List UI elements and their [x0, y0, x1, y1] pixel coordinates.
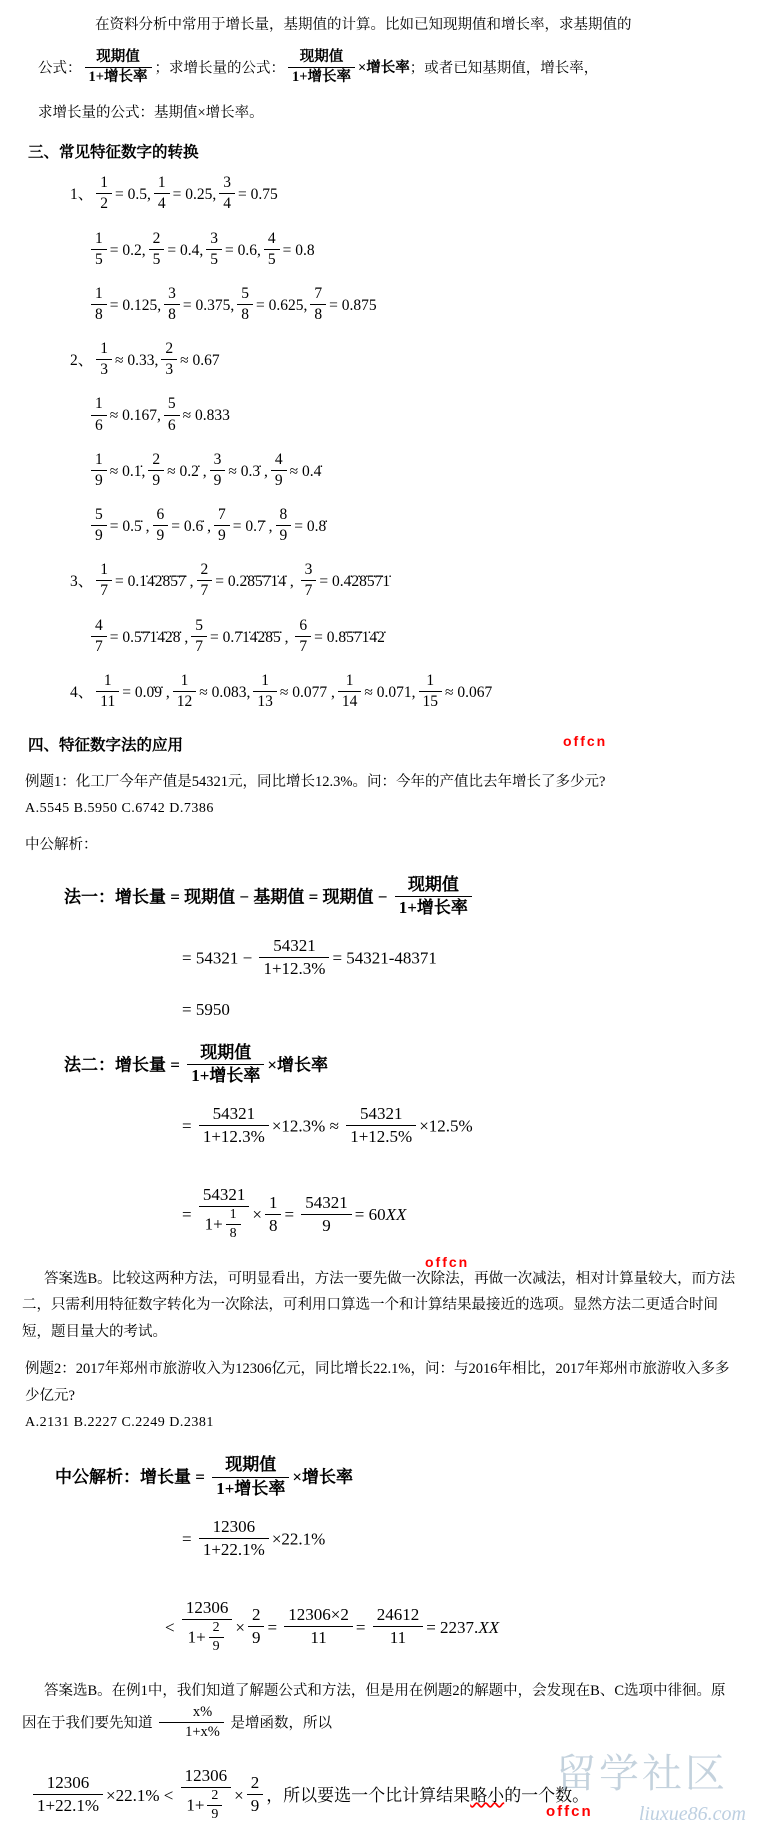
- fraction-numerator: 现期值: [288, 48, 355, 68]
- fraction-numerator: 1: [91, 394, 107, 415]
- fraction-numerator: 2: [247, 1772, 264, 1795]
- fraction-numerator: 7: [310, 284, 326, 305]
- document-content: [0, 12, 760, 1832]
- fraction-denominator: 7: [100, 582, 109, 600]
- fraction: [187, 1042, 264, 1087]
- fraction: [259, 935, 329, 980]
- fraction: [248, 1604, 265, 1649]
- fraction: [91, 284, 107, 325]
- fraction: [207, 1787, 222, 1824]
- fraction-denominator: 9: [212, 1639, 220, 1655]
- fraction-denominator: 9: [279, 527, 288, 545]
- site-watermark: [546, 1750, 746, 1825]
- bold-text: [82, 48, 155, 85]
- fraction-denominator: 9: [152, 471, 161, 489]
- fraction-numerator: 12306: [199, 1516, 269, 1539]
- analysis-2-step-2: < 12306 1+ $\frac{2}{9}$ × $\frac{2}{9}$ = $\frac{12306\times 2}{11}$ = $\frac{24612}{11}$ = 2237.XX: [0, 1594, 760, 1664]
- wavy-underline-text: 略小: [470, 1785, 505, 1805]
- fraction-denominator: 8: [268, 1215, 278, 1235]
- fraction-denominator: 1+增长率: [88, 68, 148, 85]
- fraction-denominator: 11: [310, 1628, 327, 1648]
- fraction-numerator: 1: [154, 173, 170, 194]
- fraction-denominator: 6: [95, 416, 103, 434]
- fraction-denominator: 8: [229, 1226, 237, 1242]
- fraction-numerator: 12306: [181, 1765, 232, 1788]
- fraction-numerator: 54321: [199, 1103, 269, 1126]
- fraction-denominator: 8: [95, 306, 103, 324]
- fraction: [395, 874, 472, 919]
- fraction-denominator: 4: [157, 195, 166, 213]
- fraction: [301, 1192, 352, 1237]
- fraction: [237, 284, 253, 325]
- fraction: [284, 1604, 353, 1649]
- method-1-step-2: = 5950: [182, 1000, 230, 1020]
- fraction-denominator: 8: [241, 306, 249, 324]
- fraction-numerator: 8: [276, 505, 292, 526]
- intro-line-1: 在资料分析中常用于增长量，基期值的计算。比如已知现期值和增长率，求基期值的: [95, 17, 632, 33]
- italic-text: XX: [478, 1617, 500, 1637]
- fraction-numerator: 1: [253, 671, 277, 692]
- list-2-ninths-b: $\frac{5}{9}$ = 0.5̇ , $\frac{6}{9}$ = 0.6̇ , $\frac{7}{9}$ = 0.7̇ , $\frac{8}{9}$ = 0.8̇: [0, 502, 760, 553]
- list-1-eighths: $\frac{1}{8}$ = 0.125, $\frac{3}{8}$ = 0.375, $\frac{5}{8}$ = 0.625, $\frac{7}{8}$ = 0.875: [0, 281, 760, 332]
- fraction-denominator: 7: [299, 637, 308, 655]
- fraction-denominator: 9: [274, 471, 283, 489]
- fraction-numerator: 3: [301, 560, 317, 581]
- fraction-numerator: 12306×2: [284, 1604, 353, 1627]
- fraction: [209, 1619, 224, 1656]
- fraction-denominator: 1+12.5%: [350, 1127, 413, 1147]
- fraction-numerator: 54321: [346, 1103, 416, 1126]
- fraction-denominator: 5: [267, 250, 276, 268]
- fraction: [161, 339, 177, 380]
- fraction: [197, 560, 213, 601]
- fraction: [182, 1597, 233, 1657]
- fraction-denominator: 1+x%: [185, 1723, 220, 1740]
- fraction-denominator: 14: [341, 692, 358, 710]
- fraction-numerator: 1: [419, 671, 443, 692]
- fraction-denominator: 9: [95, 527, 103, 545]
- answer-2: 答案选B。在例1中，我们知道了解题公式和方法，但是用在例题2的解题中，会发现在B、C选项中徘徊。原因在于我们要先知道 $\frac{x\%}{1+x\%}$ 是增函数，所以: [22, 1683, 726, 1740]
- watermark-site-url: liuxue86.com: [638, 1802, 746, 1825]
- italic-text: XX: [385, 1205, 407, 1225]
- fraction: [212, 1454, 289, 1499]
- fraction: [164, 284, 180, 325]
- fraction: [253, 671, 277, 712]
- example-2: 例题2：2017年郑州市旅游收入为12306亿元，同比增长22.1%，问：与2016年相比，2017年郑州市旅游收入多多少亿元?: [25, 1360, 730, 1404]
- fraction-denominator: 6: [167, 416, 176, 434]
- list-3-sevenths-a: 3、 $\frac{1}{7}$ = 0.1̇4̇2̇8̇5̇7̇ , $\frac{2}{7}$ = 0.2̇8̇5̇7̇1̇4̇ , $\frac{3}{7}$ = 0.4̇2̇8̇5̇7̇1̇: [0, 557, 760, 608]
- fraction-numerator: 24612: [373, 1604, 424, 1627]
- fraction-numerator: 现期值: [85, 48, 152, 68]
- intro-formula: 公式： $\frac{\text{现期值}}{\text{1+增长率}}$ ；求增长量的公式： $\frac{\text{现期值}}{\text{1+增长率}}$ ×增长率；或者已知基期值，增长率，: [38, 48, 599, 85]
- fraction: [85, 48, 152, 87]
- fraction: [173, 671, 197, 712]
- fraction: [91, 505, 107, 546]
- fraction-numerator: 1: [96, 560, 112, 581]
- fraction-denominator: 7: [195, 637, 203, 655]
- fraction: [91, 394, 107, 435]
- fraction-numerator: 2: [161, 339, 177, 360]
- fraction-denominator: 1+增长率: [191, 1065, 261, 1085]
- fraction-denominator: 13: [257, 692, 273, 710]
- section-4-heading: 四、特征数字法的应用 offcn: [28, 733, 608, 755]
- fraction: [164, 394, 180, 435]
- list-4-elevenths: 4、 $\frac{1}{11}$ = 0.0̇9̇ , $\frac{1}{12}$ ≈ 0.083, $\frac{1}{13}$ ≈ 0.077 , $\frac{1}{14}$ ≈ 0.071, $\frac{1}{15}$ ≈ 0.067: [0, 668, 760, 719]
- fraction: [264, 229, 280, 270]
- fraction: [271, 450, 287, 491]
- fraction: [148, 450, 164, 491]
- fraction: [191, 616, 207, 657]
- fraction-denominator: 1+增长率: [216, 1478, 286, 1498]
- fraction: [154, 173, 170, 214]
- fraction: [295, 616, 311, 657]
- fraction-denominator: 9: [251, 1628, 261, 1648]
- watermark-site-name: 留学社区: [556, 1750, 728, 1796]
- fraction-denominator: 7: [95, 637, 103, 655]
- fraction: [226, 1206, 241, 1243]
- fraction-numerator: 54321: [301, 1192, 352, 1215]
- fraction: [219, 173, 235, 214]
- fraction-denominator: 1+12.3%: [202, 1127, 265, 1147]
- fraction-denominator: 1+22.1%: [37, 1796, 99, 1816]
- fraction-numerator: 54321: [259, 935, 329, 958]
- example-1: 例题1：化工厂今年产值是54321元，同比增长12.3%。问：今年的产值比去年增长了多少元?: [25, 774, 606, 791]
- fraction-denominator: 1+22.1%: [202, 1539, 265, 1559]
- fraction: [91, 616, 107, 657]
- fraction: [346, 1103, 416, 1148]
- fraction: [276, 505, 292, 546]
- fraction: [159, 1703, 224, 1742]
- offcn-watermark: offcn: [425, 1254, 470, 1271]
- analysis-label-1: 中公解析：: [25, 836, 98, 853]
- fraction: [199, 1516, 269, 1561]
- fraction-denominator: 15: [422, 692, 438, 710]
- analysis-2-step-1: = $\frac{12306}{1+22.1\%}$ ×22.1%: [0, 1513, 760, 1568]
- fraction: [153, 505, 169, 546]
- example-2-options: A.2131 B.2227 C.2249 D.2381: [25, 1414, 214, 1430]
- example-1-options: A.5545 B.5950 C.6742 D.7386: [25, 800, 214, 816]
- fraction-numerator: 2: [148, 450, 164, 471]
- fraction: [91, 229, 107, 270]
- fraction-numerator: 4: [264, 229, 280, 250]
- conclusion-formula: $\frac{12306}{1+22.1\%}$ ×22.1% < 12306 1+ $\frac{2}{9}$ × $\frac{2}{9}$ ，所以要选一个比计算结果略小的一个数。: [0, 1762, 760, 1832]
- fraction-denominator: 1+ $\frac{2}{9}$: [182, 1620, 233, 1657]
- fraction-numerator: 1: [91, 284, 107, 305]
- fraction-numerator: 现期值: [212, 1454, 289, 1477]
- fraction: [96, 560, 112, 601]
- fraction: [310, 284, 326, 325]
- fraction-denominator: 3: [165, 361, 174, 379]
- fraction: [210, 450, 226, 491]
- fraction-denominator: 3: [100, 361, 109, 379]
- fraction-denominator: 8: [168, 306, 176, 324]
- fraction-denominator: 9: [156, 527, 165, 545]
- fraction-numerator: 2: [207, 1787, 222, 1806]
- fraction-numerator: 7: [214, 505, 230, 526]
- list-2-thirds: 2、 $\frac{1}{3}$ ≈ 0.33, $\frac{2}{3}$ ≈ 0.67: [0, 336, 760, 387]
- fraction-numerator: 5: [237, 284, 253, 305]
- method-2-step-2: = 54321 1+ $\frac{1}{8}$ × $\frac{1}{8}$ = $\frac{54321}{9}$ = 60XX offcn: [0, 1181, 760, 1251]
- fraction-denominator: 1+ $\frac{2}{9}$: [181, 1788, 232, 1825]
- fraction-numerator: 1: [265, 1192, 282, 1215]
- fraction-denominator: 5: [210, 250, 218, 268]
- fraction-numerator: 1: [96, 671, 119, 692]
- fraction-denominator: 12: [176, 692, 193, 710]
- fraction: [247, 1772, 264, 1817]
- fraction-numerator: 5: [191, 616, 207, 637]
- fraction: [199, 1184, 250, 1244]
- fraction-denominator: 9: [211, 1806, 219, 1822]
- fraction-denominator: 9: [250, 1796, 260, 1816]
- offcn-watermark: offcn: [563, 733, 608, 750]
- fraction-numerator: 1: [173, 671, 197, 692]
- list-1-fifths: $\frac{1}{5}$ = 0.2, $\frac{2}{5}$ = 0.4, $\frac{3}{5}$ = 0.6, $\frac{4}{5}$ = 0.8: [0, 226, 760, 277]
- fraction: [96, 173, 112, 214]
- fraction-numerator: 1: [338, 671, 362, 692]
- fraction: [91, 450, 107, 491]
- fraction-numerator: 12306: [33, 1772, 103, 1795]
- method-2-step-1: = $\frac{54321}{1+12.3\%}$ ×12.3% ≈ $\frac{54321}{1+12.5\%}$ ×12.5%: [0, 1100, 760, 1155]
- fraction: [149, 229, 165, 270]
- fraction-numerator: 4: [91, 616, 107, 637]
- fraction: [288, 48, 355, 87]
- fraction-numerator: 1: [96, 173, 112, 194]
- fraction-numerator: 2: [248, 1604, 265, 1627]
- fraction: [338, 671, 362, 712]
- fraction-denominator: 1+增长率: [292, 68, 352, 85]
- fraction: [265, 1192, 282, 1237]
- fraction: [33, 1772, 103, 1817]
- fraction: [96, 339, 112, 380]
- fraction-numerator: 3: [164, 284, 180, 305]
- fraction-numerator: x%: [159, 1703, 224, 1723]
- fraction-denominator: 1+增长率: [398, 897, 468, 917]
- fraction-denominator: 9: [322, 1215, 331, 1235]
- fraction-numerator: 1: [91, 229, 107, 250]
- fraction: [301, 560, 317, 601]
- method-2-formula: 法二：增长量 = $\frac{\text{现期值}}{\text{1+增长率}}$ ×增长率: [0, 1039, 760, 1094]
- fraction-denominator: 7: [200, 582, 209, 600]
- fraction-denominator: 9: [213, 471, 222, 489]
- fraction-denominator: 2: [100, 195, 109, 213]
- fraction-denominator: 7: [304, 582, 313, 600]
- offcn-watermark: offcn: [546, 1802, 593, 1820]
- list-2-ninths-a: $\frac{1}{9}$ ≈ 0.1̇, $\frac{2}{9}$ ≈ 0.2̇ , $\frac{3}{9}$ ≈ 0.3̇ , $\frac{4}{9}$ ≈ 0.4̇: [0, 447, 760, 498]
- fraction-numerator: 3: [210, 450, 226, 471]
- bold-text: $\frac{\text{现期值}}{\text{1+增长率}}$ ×增长率: [285, 60, 410, 76]
- fraction-numerator: 4: [271, 450, 287, 471]
- fraction-numerator: 5: [91, 505, 107, 526]
- fraction-denominator: 9: [218, 527, 226, 545]
- fraction-numerator: 6: [295, 616, 311, 637]
- analysis-2-formula: 中公解析：增长量 = $\frac{\text{现期值}}{\text{1+增长率}}$ ×增长率: [0, 1451, 760, 1506]
- list-2-sixths: $\frac{1}{6}$ ≈ 0.167, $\frac{5}{6}$ ≈ 0.833: [0, 391, 760, 442]
- fraction-numerator: 5: [164, 394, 180, 415]
- fraction-denominator: 11: [389, 1628, 407, 1648]
- fraction-numerator: 6: [153, 505, 169, 526]
- section-3-heading: 三、常见特征数字的转换: [28, 144, 199, 162]
- fraction-denominator: 11: [100, 692, 116, 710]
- list-3-sevenths-b: $\frac{4}{7}$ = 0.5̇7̇1̇4̇2̇8̇ , $\frac{5}{7}$ = 0.7̇1̇4̇2̇8̇5̇ , $\frac{6}{7}$ = 0.8̇5̇7̇1̇4̇2̇: [0, 613, 760, 664]
- fraction: [419, 671, 443, 712]
- fraction-numerator: 2: [149, 229, 165, 250]
- fraction: [373, 1604, 424, 1649]
- fraction-numerator: 3: [219, 173, 235, 194]
- fraction-numerator: 现期值: [187, 1042, 264, 1065]
- fraction-denominator: 4: [223, 195, 232, 213]
- fraction-denominator: 9: [95, 471, 103, 489]
- fraction-numerator: 1: [91, 450, 107, 471]
- list-1-halves: 1、 $\frac{1}{2}$ = 0.5, $\frac{1}{4}$ = 0.25, $\frac{3}{4}$ = 0.75: [0, 170, 760, 221]
- fraction-numerator: 54321: [199, 1184, 250, 1207]
- fraction-numerator: 1: [96, 339, 112, 360]
- intro-line-3: 求增长量的公式：基期值×增长率。: [38, 104, 264, 121]
- fraction-numerator: 2: [197, 560, 213, 581]
- fraction: [181, 1765, 232, 1825]
- fraction: [199, 1103, 269, 1148]
- fraction-numerator: 2: [209, 1619, 224, 1638]
- fraction: [214, 505, 230, 546]
- fraction-numerator: 3: [206, 229, 222, 250]
- fraction: [206, 229, 222, 270]
- fraction: [96, 671, 119, 712]
- fraction-numerator: 12306: [182, 1597, 233, 1620]
- fraction-denominator: 8: [314, 306, 323, 324]
- fraction-denominator: 1+12.3%: [263, 958, 326, 978]
- method-1-step-1: = 54321 − $\frac{54321}{1+12.3\%}$ = 54321-48371: [0, 932, 760, 987]
- fraction-denominator: 1+ $\frac{1}{8}$: [199, 1207, 250, 1244]
- fraction-denominator: 5: [152, 250, 161, 268]
- fraction-numerator: 1: [226, 1206, 241, 1225]
- method-1-formula: 法一：增长量 = 现期值 − 基期值 = 现期值 − $\frac{\text{现期值}}{\text{1+增长率}}$: [0, 871, 760, 926]
- answer-1: 答案选B。比较这两种方法，可明显看出，方法一要先做一次除法，再做一次减法，相对计算量较大，而方法二，只需利用特征数字转化为一次除法，可利用口算选一个和计算结果最接近的选项。显然方法二更适合时间短，题目量大的考试。: [22, 1270, 736, 1341]
- fraction-denominator: 5: [95, 250, 103, 268]
- fraction-numerator: 现期值: [395, 874, 472, 897]
